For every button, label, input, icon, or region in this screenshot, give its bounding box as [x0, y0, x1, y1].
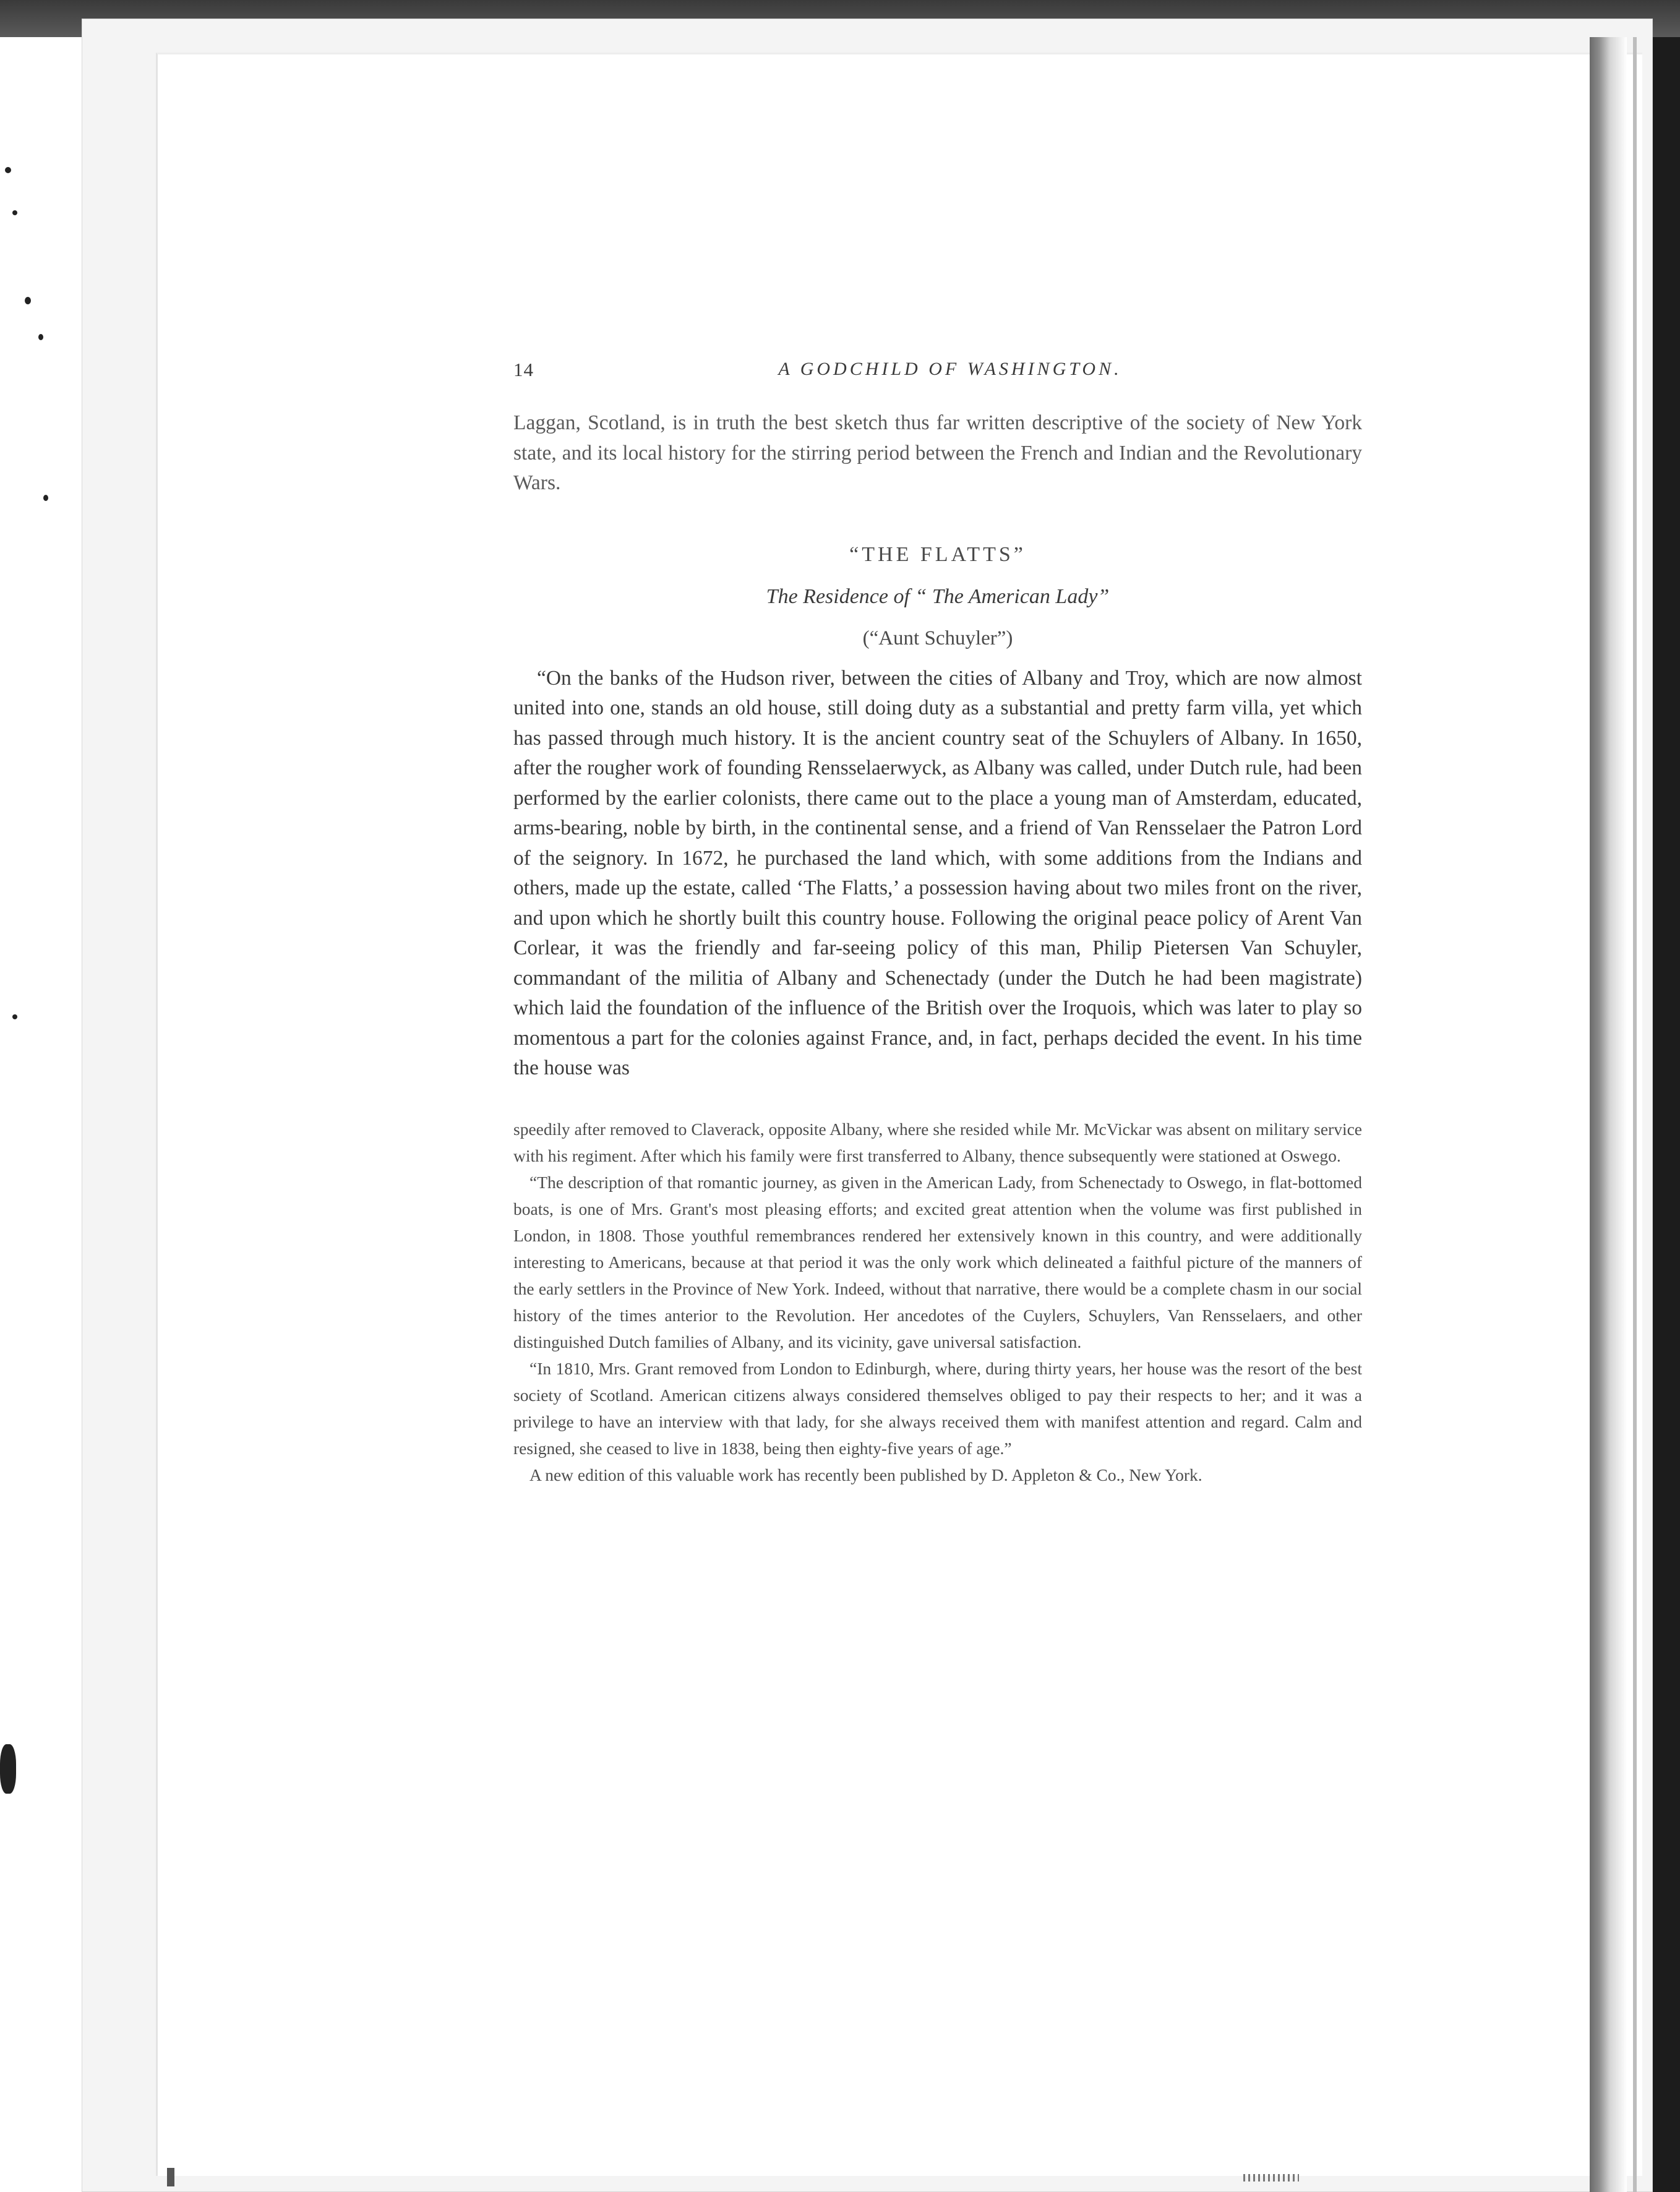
intro-paragraph: Laggan, Scotland, is in truth the best sketch thus far written descriptive of the society of New York state, and its local history for the stirring period between the French and Indian and the Revolutionary Wars.	[513, 411, 1362, 494]
footnote-paragraph: “The description of that romantic journey, as given in the American Lady, from Schenectady to Oswego, in flat-bottomed boats, is one of Mrs. Grant's most pleasing efforts; and excited great attention when the volume was first published in London, in 1808. Those youthful remembrances rendered her extensively known in this country, and were additionally interesting to Americans, because at that period it was the only work which delineated a faithful picture of the manners of the early settlers in the Province of New York. Indeed, without that narrative, there would be a complete chasm in our social history of the times anterior to the Revolution. Her ancedotes of the Cuylers, Schuylers, Van Rensselaers, and other distinguished Dutch families of Albany, and its vicinity, gave universal satisfaction.	[513, 1172, 1362, 1351]
scan-noise	[1243, 2174, 1299, 2181]
next-page-edge-line	[1633, 37, 1637, 2192]
running-title: A GODCHILD OF WASHINGTON.	[778, 359, 1122, 379]
footnote-continuation: speedily after removed to Claverack, opposite Albany, where she resided while Mr. McVickar was absent on military service with his regiment. After which his family were first transferred to Albany, thence subsequently were stationed at Oswego.	[513, 1119, 1362, 1165]
footnote-paragraph: A new edition of this valuable work has recently been published by D. Appleton & Co., New York.	[529, 1465, 1202, 1484]
page-number: 14	[513, 359, 534, 380]
scan-mark	[167, 2168, 174, 2186]
section-subtitle: The Residence of “ The American Lady”	[766, 584, 1110, 608]
section-subtitle-aunt-schuyler: (“Aunt Schuyler”)	[862, 627, 1013, 649]
section-title: “THE FLATTS”	[849, 542, 1026, 566]
footnote-paragraph: “In 1810, Mrs. Grant removed from London to Edinburgh, where, during thirty years, her house was the resort of the best society of Scotland. American citizens always considered themselves obliged to pay their respects to her; and it was a privilege to have an interview with that lady, for she always received them with manifest attention and regard. Calm and resigned, she ceased to live in 1838, being then eighty-five years of age.”	[513, 1358, 1362, 1458]
scan-background	[0, 0, 93, 2192]
printed-page	[513, 359, 1362, 1488]
running-head	[513, 359, 1362, 390]
main-paragraph: “On the banks of the Hudson river, between the cities of Albany and Troy, which are now almost united into one, stands an old house, still doing duty as a substantial and pretty farm villa, yet which has passed through much history. It is the ancient country seat of the Schuylers of Albany. In 1650, after the rougher work of founding Rensselaerwyck, as Albany was called, under Dutch rule, had been performed by the earlier colonists, there came out to the place a young man of Amsterdam, educated, arms-bearing, noble by birth, in the continental sense, and a friend of Van Rensselaer the Patron Lord of the seignory. In 1672, he purchased the land which, with some additions from the Indians and others, made up the estate, called ‘The Flatts,’ a possession having about two miles front on the river, and upon which he shortly built this country house. Following the original peace policy of Arent Van Corlear, it was the friendly and far-seeing policy of this man, Philip Pietersen Van Schuyler, commandant of the militia of Albany and Schenectady (under the Dutch he had been magistrate) which laid the foundation of the influence of the British over the Iroquois, which was later to play so momentous a part for the colonies against France, and, in fact, perhaps decided the event. In his time the house was	[513, 666, 1362, 1079]
footnotes	[513, 1116, 1362, 1488]
next-page-edge	[1590, 37, 1627, 2192]
